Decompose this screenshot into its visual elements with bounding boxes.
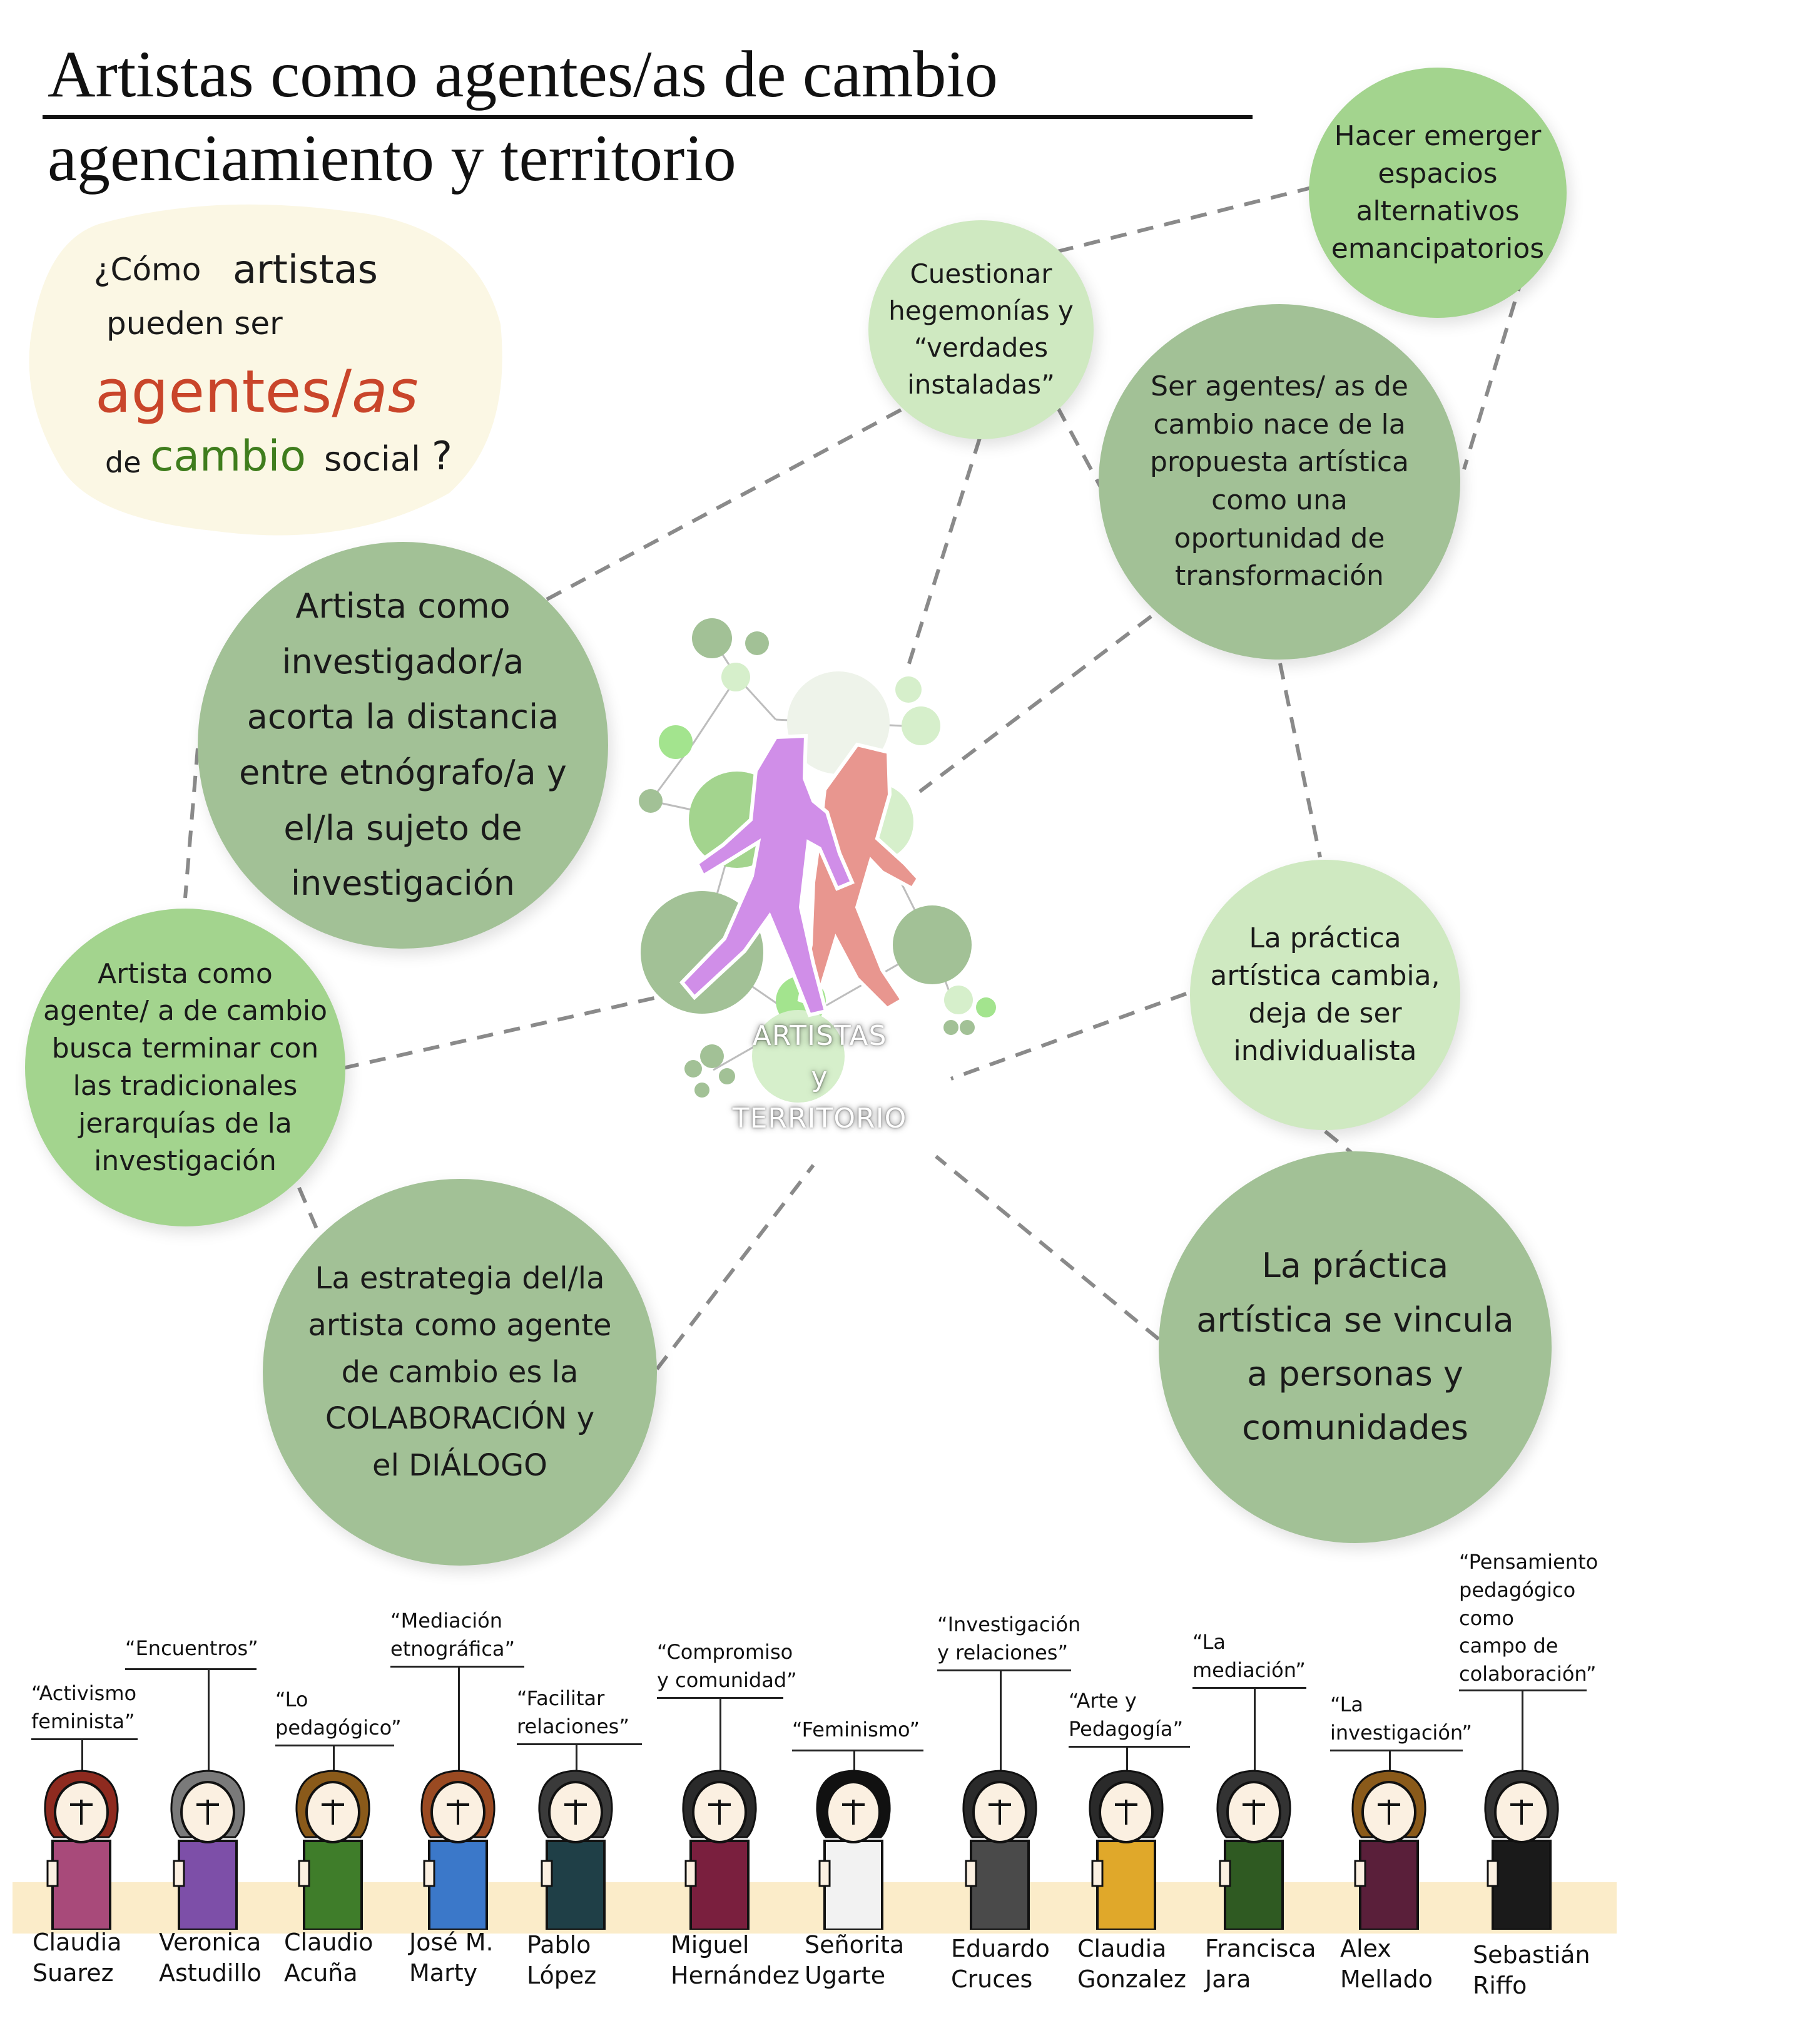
quote-pointer [719, 1698, 721, 1776]
person-name: Claudio Acuña [284, 1929, 374, 1987]
quote-underline [1069, 1746, 1190, 1748]
person-quote: “Mediación etnográfica” [390, 1609, 516, 1661]
concept-text: Hacer emerger espacios alternativos emancipatorios [1331, 120, 1545, 265]
connector-line [185, 748, 198, 898]
question-part: ¿Cómo [94, 252, 201, 288]
person-quote: “Feminismo” [792, 1718, 920, 1741]
quote-pointer [1522, 1691, 1523, 1776]
person-quote: “Facilitar relaciones” [517, 1686, 629, 1738]
center-label: y [811, 1061, 828, 1093]
concept-circle [198, 542, 608, 949]
quote-underline [275, 1745, 394, 1746]
person-name: Francisca Jara [1205, 1935, 1316, 1994]
person-name: Veronica Astudillo [159, 1929, 262, 1987]
person-name: Miguel Hernández [671, 1931, 800, 1990]
quote-underline [1192, 1687, 1306, 1689]
person-quote: “Pensamiento pedagógico como campo de colaboración” [1459, 1550, 1599, 1686]
person-name: Claudia Gonzalez [1077, 1935, 1186, 1994]
connector-line [1325, 1131, 1351, 1153]
quote-underline [517, 1743, 642, 1745]
person-quote: “Investigación y relaciones” [937, 1613, 1081, 1664]
person-avatar [408, 1767, 508, 1930]
person-avatar [1076, 1767, 1176, 1930]
connector-line [544, 410, 901, 601]
person-avatar [1472, 1767, 1572, 1930]
concept-text: Artista como agente/ a de cambio busca terminar con las tradicionales jerarquías de la investigación [43, 957, 327, 1177]
person-name: Señorita Ugarte [805, 1931, 905, 1990]
quote-pointer [1254, 1688, 1256, 1776]
person-name: Claudia Suarez [33, 1929, 122, 1987]
person-quote: “La mediación” [1192, 1630, 1306, 1682]
quote-underline [1330, 1750, 1463, 1751]
person-quote: “La investigación” [1330, 1693, 1472, 1745]
person-avatar [283, 1767, 383, 1930]
quote-underline [31, 1738, 138, 1740]
question-part: artistas [233, 247, 378, 292]
person-name: Pablo López [527, 1931, 597, 1990]
concept-circle [263, 1179, 657, 1566]
connector-line [343, 997, 657, 1068]
person-avatar [669, 1767, 770, 1930]
connector-line [657, 1165, 813, 1369]
person-name: Alex Mellado [1340, 1935, 1433, 1994]
person-quote: “Encuentros” [125, 1636, 258, 1660]
person-quote: “Compromiso y comunidad” [657, 1640, 797, 1692]
quote-pointer [208, 1669, 210, 1776]
person-name: Eduardo Cruces [951, 1935, 1050, 1994]
question-part: ? [432, 433, 452, 479]
concept-circle [25, 909, 345, 1226]
connector-line [936, 1156, 1159, 1339]
concept-text: Ser agentes/ as de cambio nace de la propuesta artística como una oportunidad de transformación [1149, 370, 1410, 593]
concept-text: La práctica artística cambia, deja de ser individualista [1210, 922, 1440, 1067]
quote-underline [125, 1668, 257, 1670]
concept-circle [1190, 860, 1460, 1130]
quote-pointer [1000, 1671, 1002, 1776]
person-quote: “Arte y Pedagogía” [1069, 1689, 1184, 1741]
person-avatar [158, 1767, 258, 1930]
center-label: TERRITORIO [732, 1103, 907, 1134]
concept-circle [1309, 68, 1567, 318]
question-part: de [105, 446, 141, 479]
person-avatar [31, 1767, 131, 1930]
quote-underline [390, 1666, 524, 1668]
concept-text: Artista como investigador/a acorta la distancia entre etnógrafo/a y el/la sujeto de investigación [239, 586, 567, 904]
connector-line [1280, 663, 1320, 857]
question-part: pueden ser [106, 305, 283, 342]
person-quote: “Lo pedagógico” [275, 1688, 402, 1740]
concept-circle [1099, 304, 1460, 660]
question-part: social [324, 439, 420, 479]
quote-pointer [458, 1667, 460, 1776]
question-highlight: agentes/ [95, 358, 352, 426]
person-avatar [526, 1767, 626, 1930]
connector-line [1057, 188, 1311, 252]
concept-text: La práctica artística se vincula a personas y comunidades [1196, 1246, 1514, 1448]
page-title: Artistas como agentes/as de cambio [48, 38, 998, 111]
concept-circle [1159, 1151, 1552, 1543]
concept-text: La estrategia del/la artista como agente de cambio es la COLABORACIÓN y el DIÁLOGO [308, 1260, 612, 1484]
artists-territory-illustration [632, 613, 1007, 1139]
person-avatar [1339, 1767, 1439, 1930]
person-name: Sebastián Riffo [1473, 1941, 1590, 2000]
quote-underline [937, 1669, 1071, 1671]
person-avatar [950, 1767, 1050, 1930]
quote-underline [792, 1750, 923, 1751]
person-avatar [803, 1767, 903, 1930]
center-label: ARTISTAS [752, 1020, 887, 1052]
concept-circle [868, 220, 1094, 439]
person-avatar [1204, 1767, 1304, 1930]
page-subtitle: agenciamiento y territorio [48, 121, 736, 195]
concept-text: Cuestionar hegemonías y “verdades instaladas” [888, 258, 1074, 400]
person-quote: “Activismo feminista” [31, 1681, 137, 1733]
question-highlight: as [352, 358, 419, 426]
connector-line [299, 1188, 318, 1231]
connector-line [1057, 407, 1101, 488]
question-highlight: cambio [150, 432, 306, 481]
person-name: José M. Marty [409, 1929, 494, 1987]
